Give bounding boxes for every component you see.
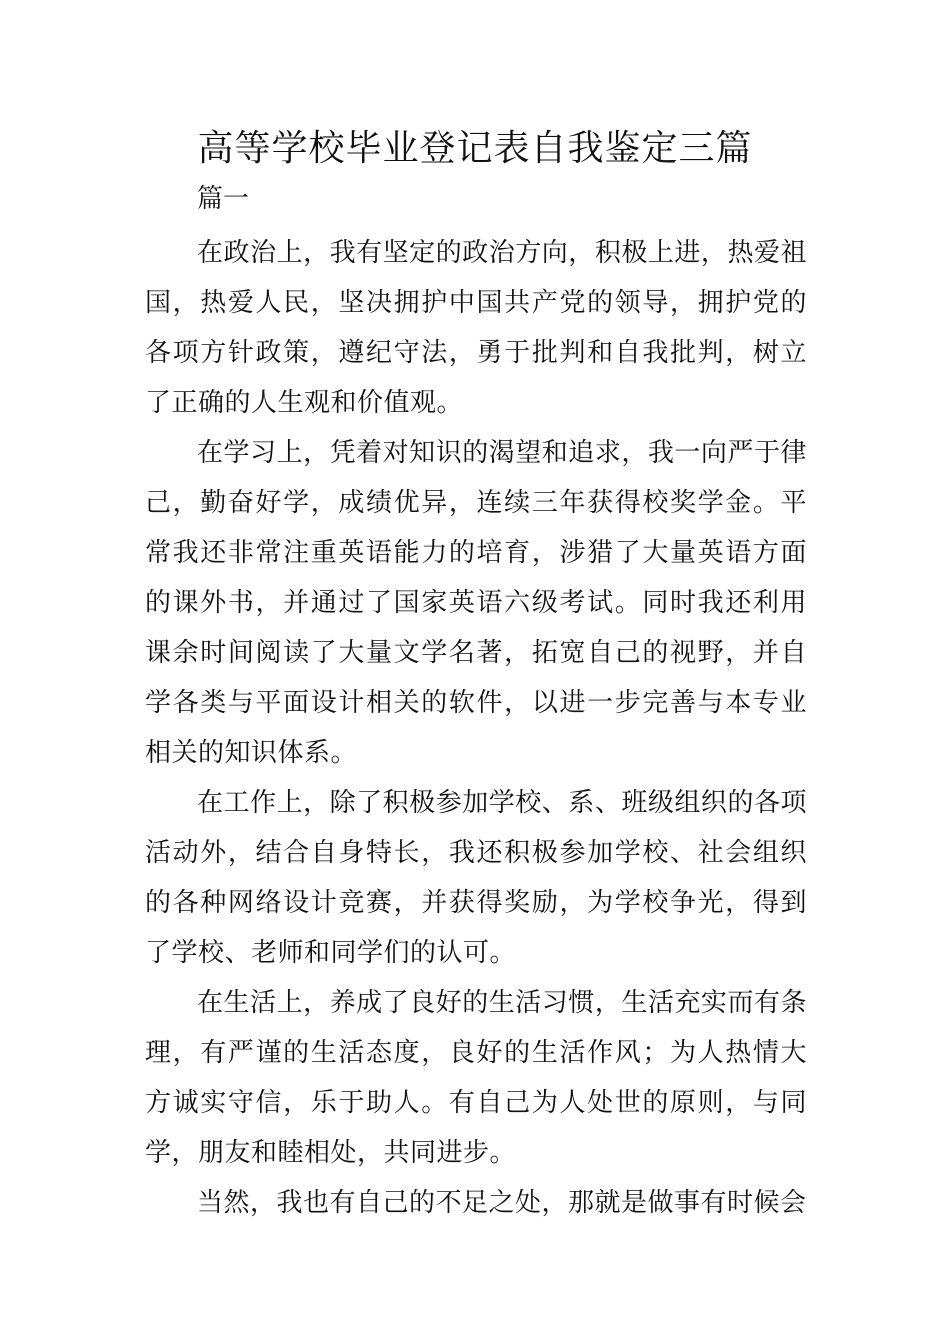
paragraph-politics: 在政治上，我有坚定的政治方向，积极上进，热爱祖国，热爱人民，坚决拥护中国共产党的领导，拥护党的各项方针政策，遵纪守法，勇于批判和自我批判，树立了正确的人生观和价值观。 (145, 238, 807, 418)
section-label: 篇一 (197, 184, 250, 214)
document-body (145, 228, 807, 1228)
paragraph-work: 在工作上，除了积极参加学校、系、班级组织的各项活动外，结合自身特长，我还积极参加学校、社会组织的各种网络设计竞赛，并获得奖励，为学校争光，得到了学校、老师和同学们的认可。 (145, 788, 807, 968)
paragraph-study: 在学习上，凭着对知识的渴望和追求，我一向严于律己，勤奋好学，成绩优异，连续三年获得校奖学金。平常我还非常注重英语能力的培育，涉猎了大量英语方面的课外书，并通过了国家英语六级考试。同时我还利用课余时间阅读了大量文学名著，拓宽自己的视野，并自学各类与平面设计相关的软件，以进一步完善与本专业相关的知识体系。 (145, 438, 807, 768)
document-title: 高等学校毕业登记表自我鉴定三篇 (197, 128, 753, 169)
paragraph-life: 在生活上，养成了良好的生活习惯，生活充实而有条理，有严谨的生活态度，良好的生活作风；为人热情大方诚实守信，乐于助人。有自己为人处世的原则，与同学，朋友和睦相处，共同进步。 (145, 988, 807, 1168)
paragraph-shortcomings: 当然，我也有自己的不足之处，那就是做事有时候会 (197, 1188, 807, 1218)
